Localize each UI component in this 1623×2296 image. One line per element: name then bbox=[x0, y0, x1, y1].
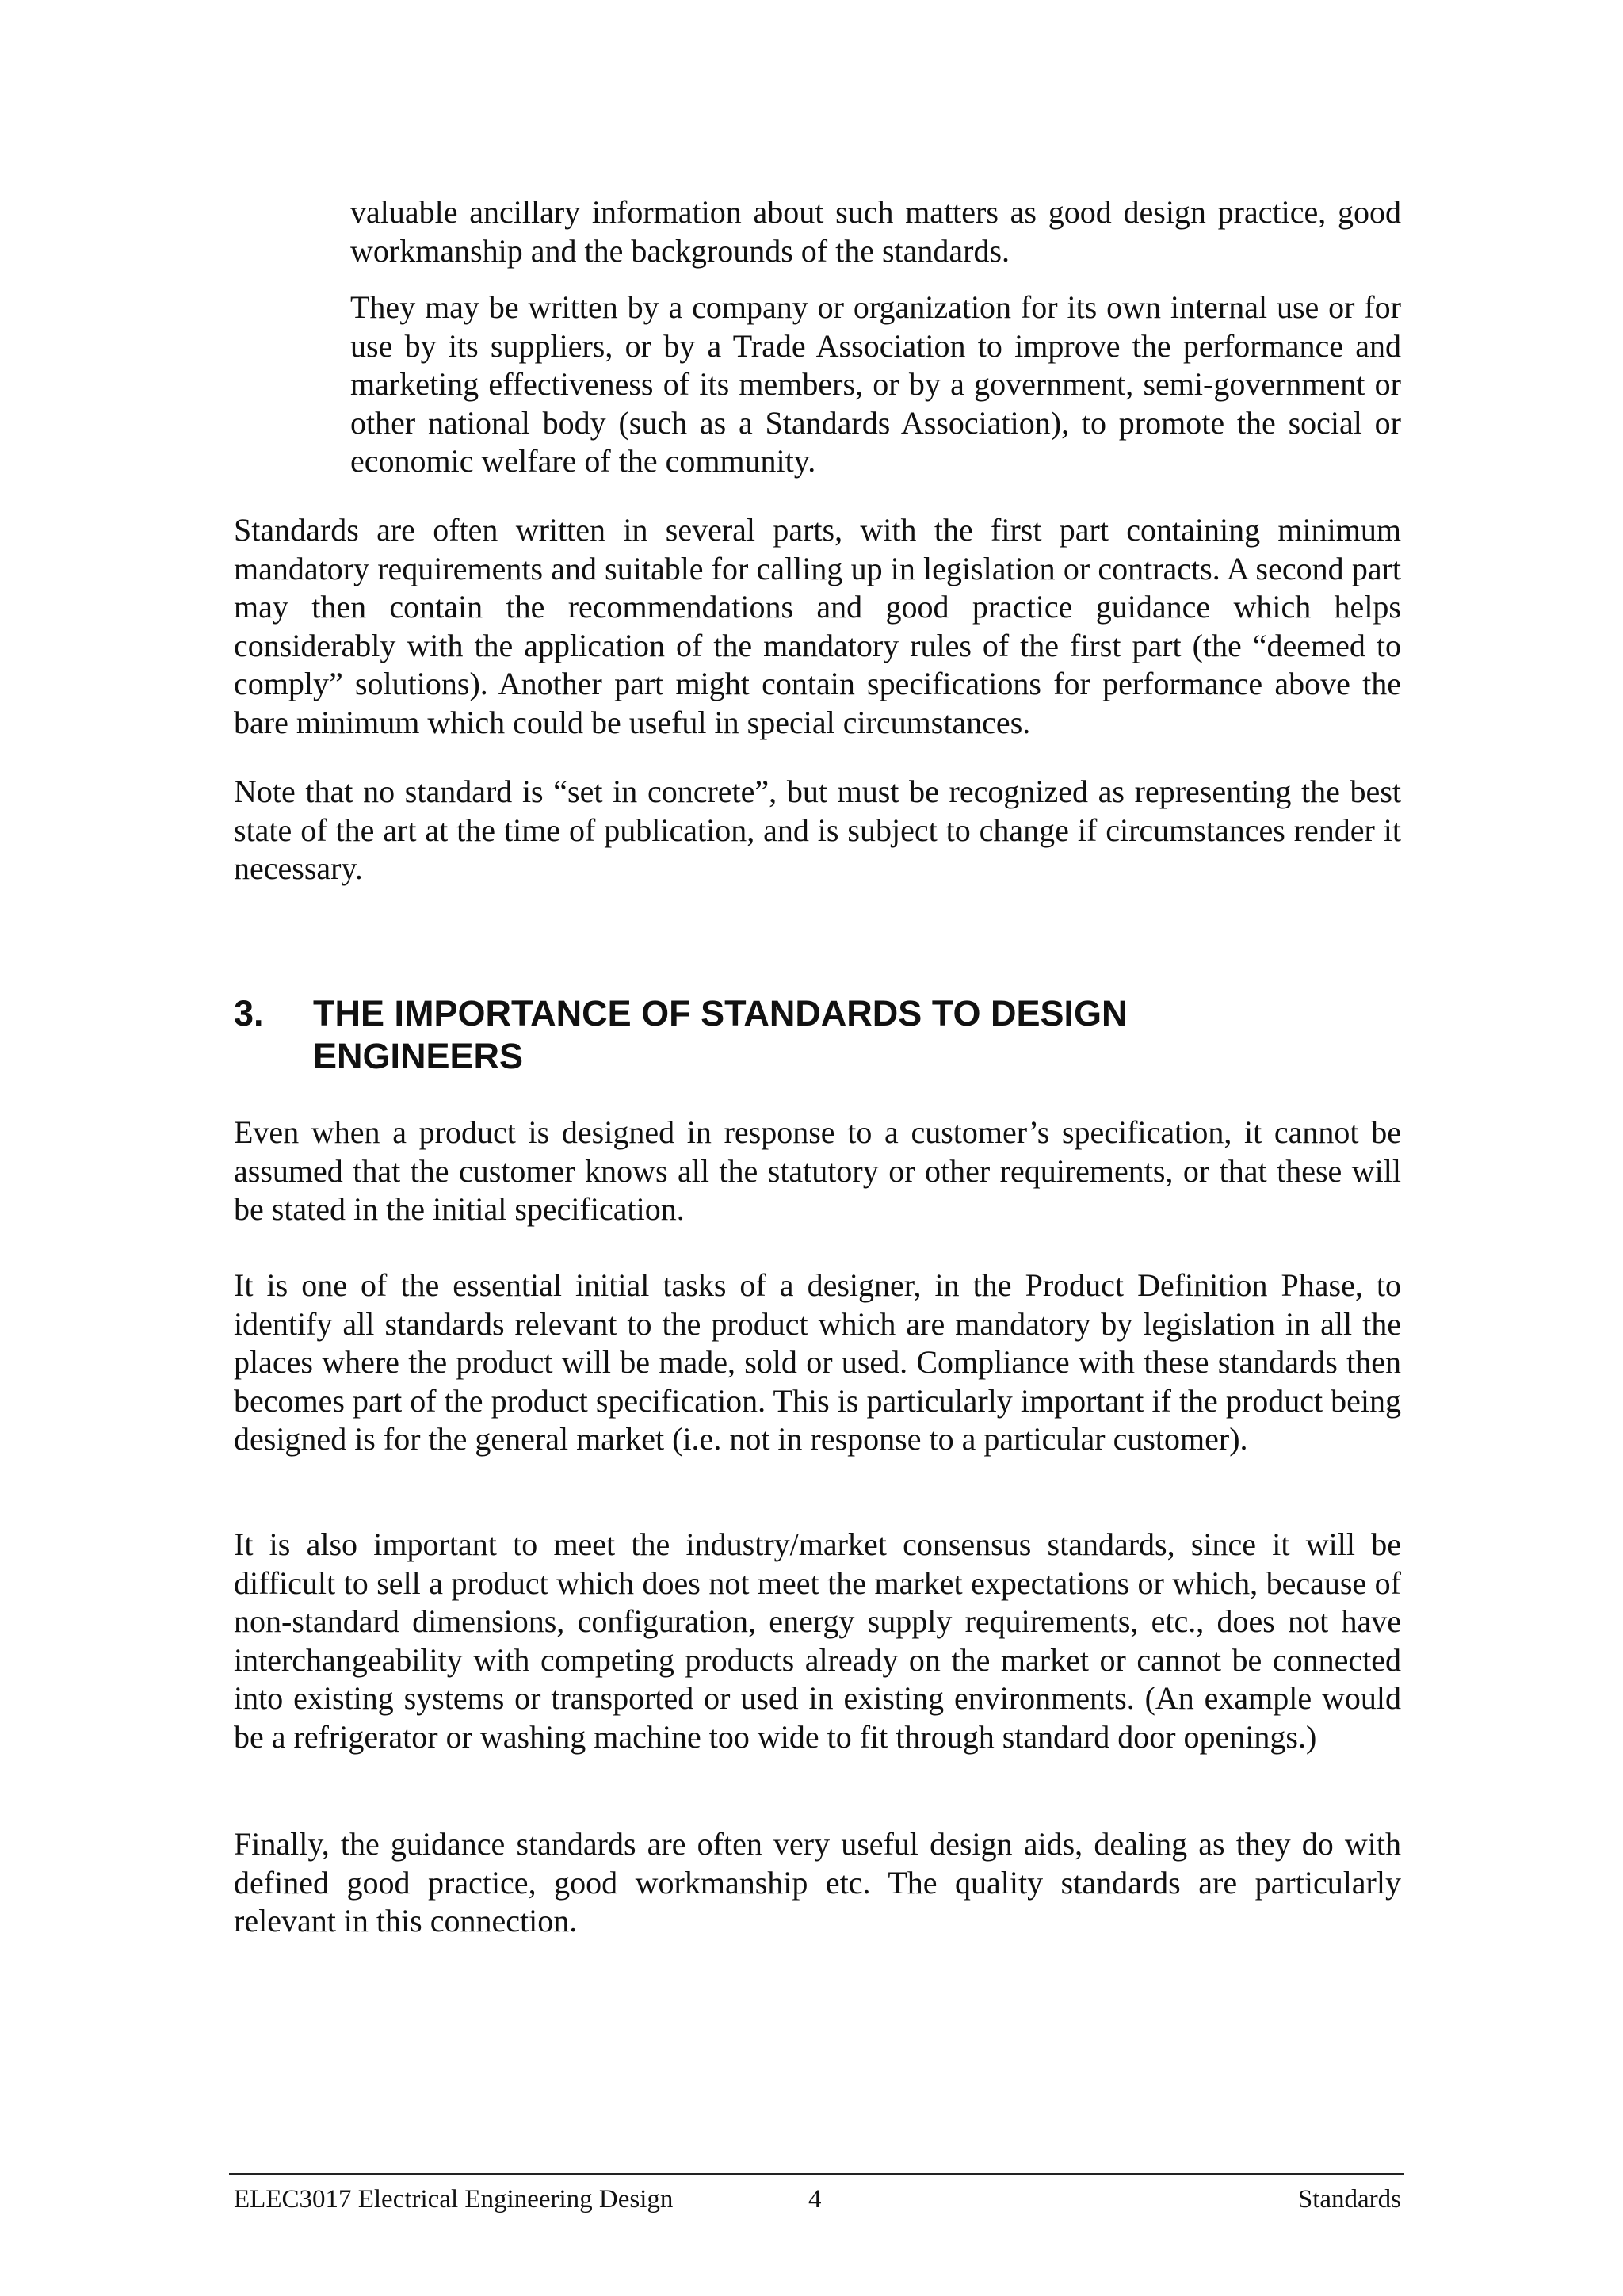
paragraph-designer-initial-tasks: It is one of the essential initial tasks of a designer, in the Product Definition Phase, to identify all standards relevant to the product which are mandatory by legislation in all the places where the product will be made, sold or used. Compliance with these standards then becomes part of the product specification. This is particularly important if the product being designed is for the general market (i.e. not in response to a particular customer). bbox=[234, 1267, 1401, 1457]
section-title: THE IMPORTANCE OF STANDARDS TO DESIGN ENGINEERS bbox=[313, 993, 1128, 1076]
paragraph-customer-specification: Even when a product is designed in response to a customer’s specification, it cannot be assumed that the customer knows all the statutory or other requirements, or that these will be stated in the initial specification. bbox=[234, 1114, 1401, 1227]
footer-topic: Standards bbox=[1297, 2185, 1401, 2214]
footer-divider bbox=[229, 2173, 1404, 2175]
section-number: 3. bbox=[234, 993, 264, 1033]
paragraph-not-set-in-concrete: Note that no standard is “set in concrete”, but must be recognized as representing the best state of the art at the time of publication, and is subject to change if circumstances render it necessary. bbox=[234, 774, 1401, 886]
paragraph-standards-parts: Standards are often written in several parts, with the first part containing minimum mandatory requirements and suitable for calling up in legislation or contracts. A second part may then contain the recommendations and good practice guidance which helps considerably with the application of the mandatory rules of the first part (the “deemed to comply” solutions). Another part might contain specifications for performance above the bare minimum which could be useful in special circumstances. bbox=[234, 512, 1401, 740]
paragraph-ancillary-information: valuable ancillary information about such matters as good design practice, good workmanship and the backgrounds of the standards. bbox=[350, 194, 1401, 269]
footer-page-number: 4 bbox=[808, 2185, 822, 2214]
paragraph-guidance-standards: Finally, the guidance standards are often very useful design aids, dealing as they do with defined good practice, good workmanship etc. The quality standards are particularly relevant in this connection. bbox=[234, 1826, 1401, 1939]
footer-course-title: ELEC3017 Electrical Engineering Design bbox=[234, 2185, 674, 2214]
paragraph-consensus-standards: It is also important to meet the industry/market consensus standards, since it will be difficult to sell a product which does not meet the market expectations or which, because of non-standard dimensions, configuration, energy supply requirements, etc., does not have interchangeability with competing products already on the market or cannot be connected into existing systems or transported or used in existing environments. (An example would be a refrigerator or washing machine too wide to fit through standard door openings.) bbox=[234, 1526, 1401, 1755]
section-heading bbox=[234, 992, 1401, 1078]
paragraph-who-writes-standards: They may be written by a company or organization for its own internal use or for use by its suppliers, or by a Trade Association to improve the performance and marketing effectiveness of its members, or by a government, semi-government or other national body (such as a Standards Association), to promote the social or economic welfare of the community. bbox=[350, 289, 1401, 479]
